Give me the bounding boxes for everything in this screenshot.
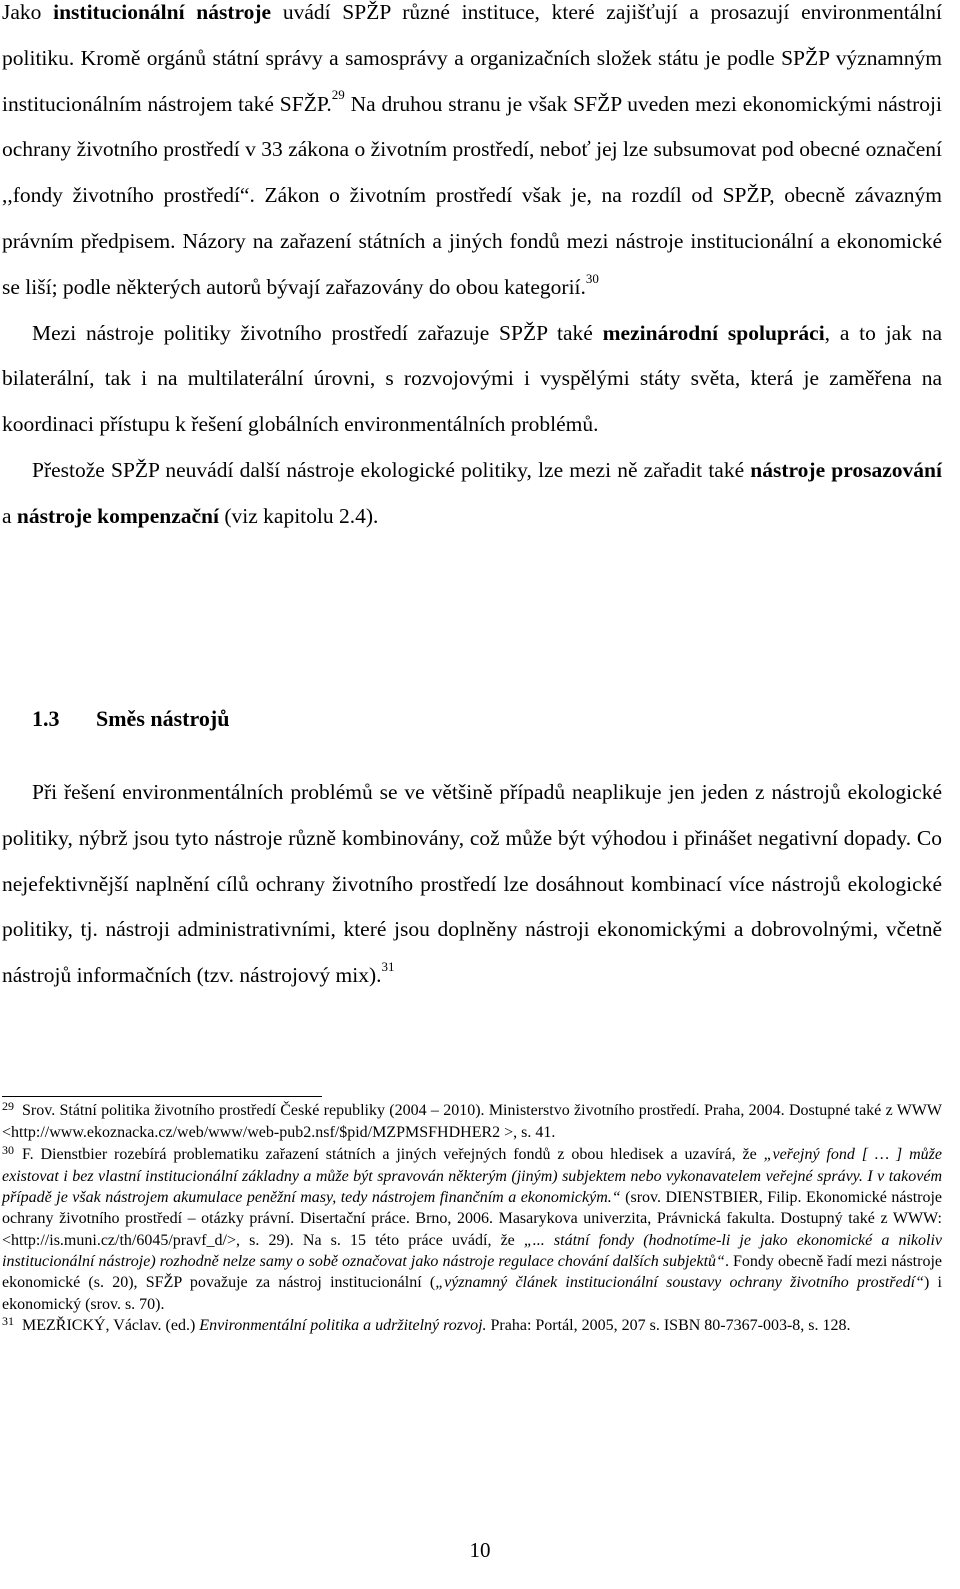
- main-text-2: [2, 770, 942, 999]
- section-heading: [32, 706, 229, 732]
- footnote-separator: [2, 1096, 322, 1097]
- footnote-text: . Fondy obecně řadí mezi nástroje ekonomické (s. 20), SFŽP považuje za nástroj institucionální (: [2, 1253, 942, 1292]
- footnote-text: Praha: Portál, 2005, 207 s. ISBN 80-7367-003-8, s. 128.: [486, 1316, 851, 1334]
- paragraph-international-cooperation: [2, 311, 942, 448]
- paragraph-other-tools: [2, 448, 942, 540]
- footnote-quote: „veřejný fond [ … ] může existovat i bez vlastní institucionální základny a může být spravován některým (jiným) subjektem nebo vykonavatelem veřejné správy. I v takovém případě je však nástrojem akumulace peněžní masy, tedy nástrojem finančním a ekonomickým.“: [2, 1145, 942, 1207]
- section-title: Směs nástrojů: [96, 706, 230, 731]
- footnote-text: MEZŘICKÝ, Václav. (ed.): [22, 1316, 200, 1334]
- section-number: 1.3: [32, 706, 60, 731]
- text-run: (viz kapitolu 2.4).: [218, 503, 379, 528]
- text-run: Jako: [2, 0, 54, 24]
- text-run: Na druhou stranu je však SFŽP uveden mezi ekonomickými nástroji ochrany životního prostředí v 33 zákona o životním prostředí, neboť jej lze subsumovat pod obecné označení ,,fondy životního prostředí“. Zákon o životním prostředí však je, na rozdíl od SPŽP, obecně závazným právním předpisem. Názory na zařazení státních a jiných fondů mezi nástroje institucionální a ekonomické se liší; podle některých autorů bývají zařazovány do obou kategorií.: [2, 91, 942, 299]
- footnote-ref-30[interactable]: 30: [585, 270, 599, 286]
- text-run: Přestože SPŽP neuvádí další nástroje ekologické politiky, lze mezi ně zařadit také: [32, 457, 751, 482]
- footnote-ref-29[interactable]: 29: [331, 87, 345, 103]
- bold-term: nástroje kompenzační: [16, 503, 219, 528]
- bold-term: mezinárodní spolupráci: [602, 320, 825, 345]
- footnote-title: Environmentální politika a udržitelný rozvoj.: [199, 1316, 487, 1334]
- footnote-text: (srov. DIENSTBIER, Filip. Ekonomické nástroje ochrany životního prostředí – otázky právní. Disertační práce. Brno, 2006. Masarykova univerzita, Právnická fakulta. Dostupný také z WWW: <http://is.muni.cz/th/6045/pravf_d/>, s. 29). Na s. 15 této práce uvádí, že: [2, 1189, 943, 1249]
- footnote-text: F. Dienstbier rozebírá problematiku zařazení státních a jiných veřejných fondů z obou hledisek a uzavírá, že: [22, 1145, 764, 1163]
- text-run: , a to jak na bilaterální, tak i na multilaterální úrovni, s rozvojovými i vyspělými státy světa, která je zaměřena na koordinaci přístupu k řešení globálních environmentálních problémů.: [2, 320, 942, 437]
- footnote-quote: „významný článek institucionální soustavy ochrany životního prostředí“: [435, 1274, 924, 1292]
- footnote-ref-31[interactable]: 31: [381, 959, 395, 975]
- footnote-quote: „... státní fondy (hodnotíme-li je jako ekonomické a nikoliv institucionální nástroje) rozhodně nelze samy o sobě označovat jako nástroje regulace chování dalších subjektů“: [2, 1231, 942, 1271]
- text-run: Mezi nástroje politiky životního prostředí zařazuje SPŽP také: [32, 320, 603, 345]
- footnote-29: [2, 1100, 942, 1144]
- text-run: a: [2, 503, 17, 528]
- main-text: [2, 0, 942, 540]
- footnote-text: Srov. Státní politika životního prostředí České republiky (2004 – 2010). Ministerstvo životního prostředí. Praha, 2004. Dostupné také z WWW <http://www.ekoznacka.cz/web/www/web-pub2.nsf/$pid/MZPMSFHDHER2 >, s. 41.: [2, 1102, 942, 1142]
- bold-term: nástroje prosazování: [750, 457, 942, 482]
- text-run: Při řešení environmentálních problémů se ve většině případů neaplikuje jen jeden z nástrojů ekologické politiky, nýbrž jsou tyto nástroje různě kombinovány, což může být výhodou i přinášet negativní dopady. Co nejefektivnější naplnění cílů ochrany životního prostředí lze dosáhnout kombinací více nástrojů ekologické politiky, tj. nástroji administrativními, které jsou doplněny nástroji ekonomickými a dobrovolnými, včetně nástrojů informačních (tzv. nástrojový mix).: [2, 780, 942, 988]
- footnotes: [2, 1100, 942, 1337]
- bold-term: institucionální nástroje: [53, 0, 272, 24]
- footnote-mark: 29: [2, 1099, 14, 1113]
- footnote-30: [2, 1144, 942, 1315]
- footnote-31: [2, 1315, 942, 1337]
- paragraph-tool-mix: [2, 770, 942, 999]
- footnote-mark: 31: [2, 1313, 14, 1328]
- text-run: uvádí SPŽP různé instituce, které zajišťují a prosazují environmentální politiku. Kromě orgánů státní správy a samosprávy a organizačních složek státu je podle SPŽP významným institucionálním nástrojem také SFŽP.: [2, 0, 942, 116]
- paragraph-institutional-tools: [2, 0, 942, 311]
- page-number: 10: [469, 1538, 491, 1562]
- footnote-text: ) i ekonomický (srov. s. 70).: [2, 1274, 942, 1313]
- footnote-mark: 30: [2, 1142, 14, 1157]
